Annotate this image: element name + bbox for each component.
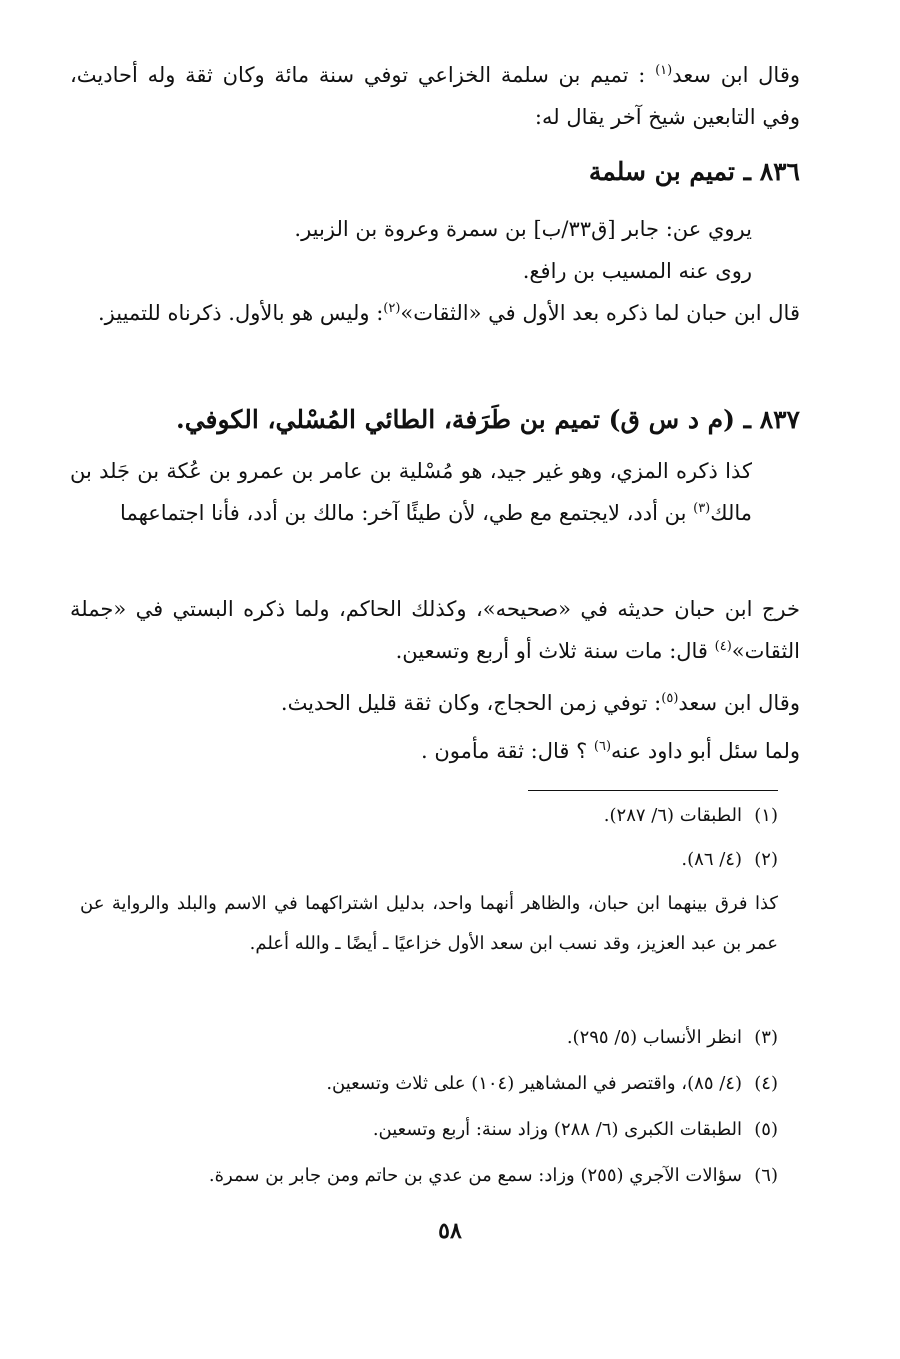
entry-836-ibn-hibban: قال ابن حبان لما ذكره بعد الأول في «الثقات»$^{(٢)}$: وليس هو بالأول. ذكرناه للتمييز. [98,301,800,325]
footnote-5: (٥)الطبقات الكبرى (٦/ ٢٨٨) وزاد سنة: أربع وتسعين. [372,1119,778,1140]
entry-836-narrates-from: يروي عن: جابر [ق٣٣/ب] بن سمرة وعروة بن الزبير. [294,217,752,241]
footnote-ref-2[interactable]: (٢) [383,301,401,316]
entry-837-paragraph-ibn-saad: وقال ابن سعد$^{(٥)}$: توفي زمن الحجاج، وكان ثقة قليل الحديث. [280,691,800,715]
footnote-ref-1[interactable]: (١) [655,63,673,78]
entry-heading-836: ٨٣٦ ـ تميم بن سلمة [588,157,800,186]
entry-837-paragraph-abu-dawud: ولما سئل أبو داود عنه$^{(٦)}$ ؟ قال: ثقة مأمون . [421,739,800,763]
paragraph-ibn-saad: وقال ابن سعد$^{(١)}$ : تميم بن سلمة الخزاعي توفي سنة مائة وكان ثقة وله أحاديث، وفي التابعين شيخ آخر يقال له: [70,63,801,129]
entry-836-narrated-by: روى عنه المسيب بن رافع. [522,259,752,283]
entry-837-paragraph-mizzi: كذا ذكره المزي، وهو غير جيد، هو مُسْلية بن عامر بن عمرو بن عُكة بن جَلد بن مالك$^{(٣)}$ بن أدد، لايجتمع مع طي، لأن طيئًا آخر: مالك بن أدد، فأنا اجتماعهما [70,459,752,525]
footnote-2: (٢)(٤/ ٨٦). [681,849,778,870]
footnote-4: (٤)(٤/ ٨٥)، واقتصر في المشاهير (١٠٤) على ثلاث وتسعين. [326,1073,778,1094]
footnote-3: (٣)انظر الأنساب (٥/ ٢٩٥). [566,1027,778,1048]
footnote-ref-6[interactable]: (٦) [593,739,612,754]
page-number: ٥٨ [438,1218,462,1244]
footnote-ref-5[interactable]: (٥) [661,691,679,706]
footnote-1: (١)الطبقات (٦/ ٢٨٧). [603,805,778,826]
footnote-ref-3[interactable]: (٣) [693,501,711,516]
entry-heading-837: ٨٣٧ ـ (م د س ق) تميم بن طَرَفة، الطائي المُسْلي، الكوفي. [175,405,800,434]
footnote-separator [528,790,778,791]
footnote-2-continuation: كذا فرق بينهما ابن حبان، والظاهر أنهما واحد، بدليل اشتراكهما في الاسم والبلد والرواية عن عمر بن عبد العزيز، وقد نسب ابن سعد الأول خزاعيًا ـ أيضًا ـ والله أعلم. [80,893,778,954]
entry-837-paragraph-ibn-hibban: خرج ابن حبان حديثه في «صحيحه»، وكذلك الحاكم، ولما ذكره البستي في «جملة الثقات»$^{(٤)}$ قال: مات سنة ثلاث أو أربع وتسعين. [70,597,800,663]
footnote-ref-4[interactable]: (٤) [714,639,732,654]
footnote-6: (٦)سؤالات الآجري (٢٥٥) وزاد: سمع من عدي بن حاتم ومن جابر بن سمرة. [208,1165,778,1186]
